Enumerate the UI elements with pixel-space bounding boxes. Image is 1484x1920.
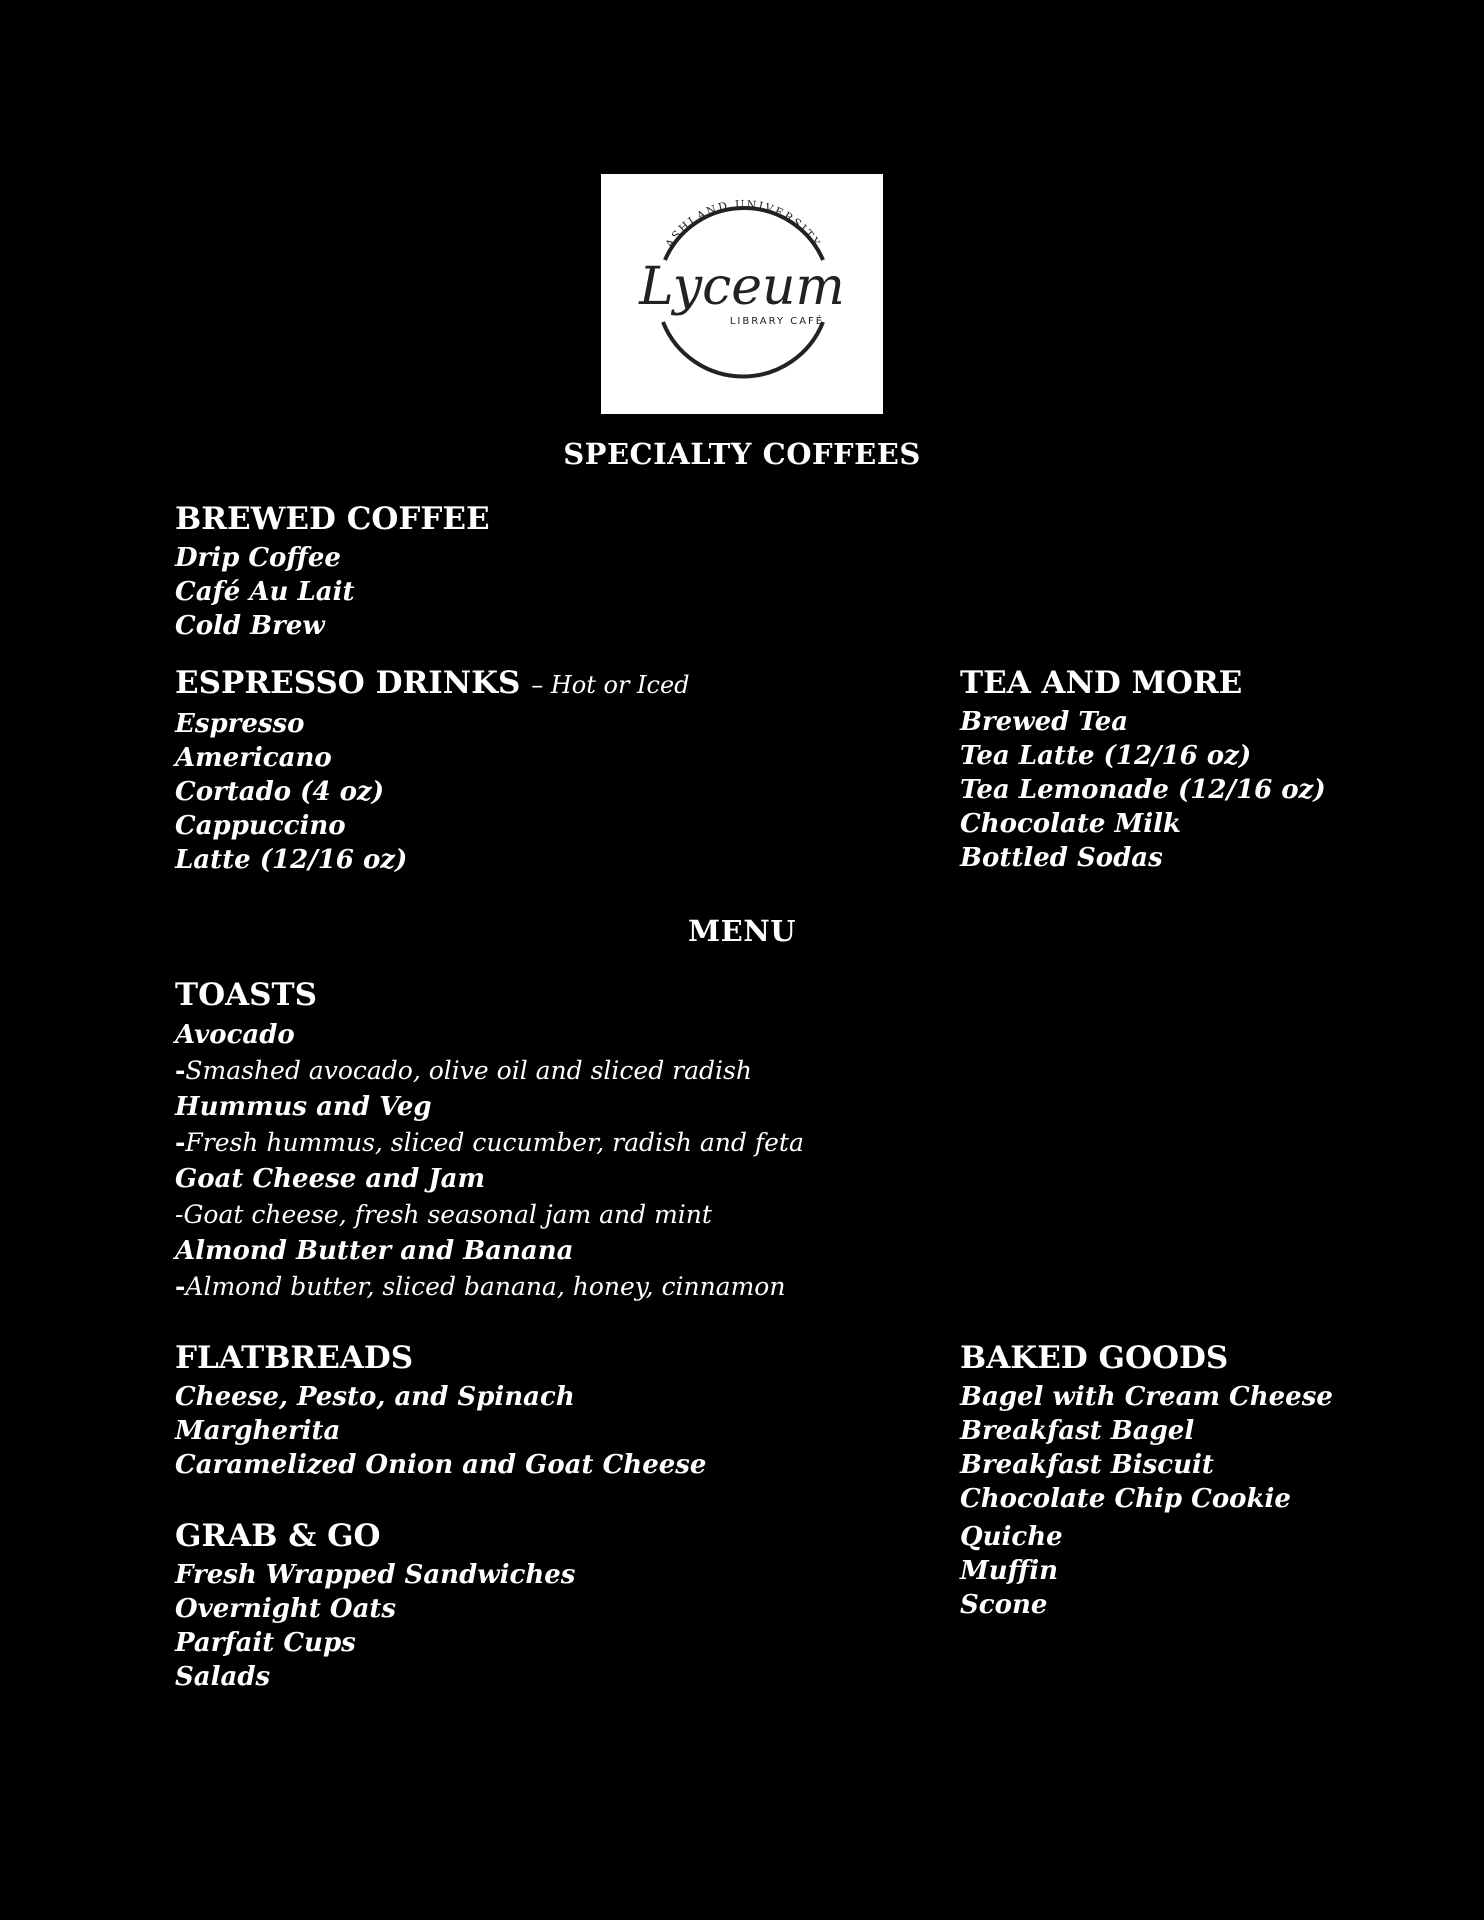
toast-dash: - <box>175 1056 186 1085</box>
espresso-drinks-section <box>175 663 690 877</box>
baked-goods-section <box>960 1338 1333 1622</box>
toast-dash: - <box>175 1200 184 1229</box>
brewed-item: Drip Coffee <box>175 543 341 573</box>
tea-and-more-section <box>960 663 1326 875</box>
toast-description-text: Almond butter, sliced banana, honey, cinnamon <box>185 1272 786 1301</box>
grab-and-go-title: GRAB & GO <box>175 1518 381 1554</box>
toast-description <box>175 1269 804 1305</box>
toast-name: Hummus and Veg <box>175 1092 432 1122</box>
flatbread-item: Caramelized Onion and Goat Cheese <box>175 1450 707 1480</box>
baked-item: Chocolate Chip Cookie <box>960 1484 1291 1514</box>
grab-and-go-section <box>175 1516 575 1694</box>
brewed-coffee-section <box>175 499 490 643</box>
baked-item: Scone <box>960 1590 1048 1620</box>
baked-item: Breakfast Bagel <box>960 1416 1195 1446</box>
grab-and-go-item: Parfait Cups <box>175 1628 356 1658</box>
toast-description-text: Fresh hummus, sliced cucumber, radish and feta <box>185 1128 804 1157</box>
baked-item: Breakfast Biscuit <box>960 1450 1214 1480</box>
flatbread-item: Margherita <box>175 1416 341 1446</box>
brewed-item: Cold Brew <box>175 611 325 641</box>
flatbread-item: Cheese, Pesto, and Spinach <box>175 1382 575 1412</box>
tea-item: Chocolate Milk <box>960 809 1181 839</box>
specialty-coffees-heading: SPECIALTY COFFEES <box>563 437 921 471</box>
toast-name: Avocado <box>175 1020 295 1050</box>
toast-description <box>175 1197 804 1233</box>
grab-and-go-item: Salads <box>175 1662 271 1692</box>
tea-item: Tea Latte (12/16 oz) <box>960 741 1252 771</box>
flatbreads-title: FLATBREADS <box>175 1340 414 1376</box>
baked-item: Muffin <box>960 1556 1058 1586</box>
espresso-item: Espresso <box>175 709 305 739</box>
tea-item: Brewed Tea <box>960 707 1129 737</box>
logo-arc-text: ASHLAND UNIVERSITY <box>662 197 824 251</box>
espresso-item: Cappuccino <box>175 811 346 841</box>
espresso-item: Latte (12/16 oz) <box>175 845 408 875</box>
tea-item: Bottled Sodas <box>960 843 1163 873</box>
menu-heading: MENU <box>687 914 796 948</box>
logo-bottom-arc <box>663 322 823 376</box>
svg-text:ASHLAND UNIVERSITY <box>662 198 823 251</box>
baked-item: Bagel with Cream Cheese <box>960 1382 1333 1412</box>
espresso-drinks-title-row <box>175 663 690 705</box>
toast-description-text: Smashed avocado, olive oil and sliced radish <box>185 1056 752 1085</box>
toast-dash: - <box>175 1272 186 1301</box>
baked-goods-title: BAKED GOODS <box>960 1340 1229 1376</box>
toast-name: Almond Butter and Banana <box>175 1236 574 1266</box>
toast-dash: - <box>175 1128 186 1157</box>
tea-and-more-title: TEA AND MORE <box>960 665 1243 701</box>
logo-subtitle: LIBRARY CAFÉ <box>729 316 825 327</box>
tea-item: Tea Lemonade (12/16 oz) <box>960 775 1326 805</box>
espresso-item: Americano <box>175 743 332 773</box>
brewed-item: Café Au Lait <box>175 577 355 607</box>
flatbreads-section <box>175 1338 706 1482</box>
logo-wordmark: Lyceum <box>639 257 845 317</box>
grab-and-go-item: Fresh Wrapped Sandwiches <box>175 1560 576 1590</box>
toast-name: Goat Cheese and Jam <box>175 1164 486 1194</box>
espresso-item: Cortado (4 oz) <box>175 777 385 807</box>
toast-description <box>175 1053 804 1089</box>
lyceum-logo-graphic <box>601 174 883 414</box>
toasts-title: TOASTS <box>175 977 317 1013</box>
baked-item: Quiche <box>960 1522 1063 1552</box>
espresso-drinks-note: – Hot or Iced <box>531 671 690 699</box>
toast-description <box>175 1125 804 1161</box>
espresso-drinks-title: ESPRESSO DRINKS <box>175 665 521 701</box>
lyceum-logo <box>601 174 883 414</box>
toast-description-text: Goat cheese, fresh seasonal jam and mint <box>183 1200 712 1229</box>
brewed-coffee-title: BREWED COFFEE <box>175 501 490 537</box>
grab-and-go-item: Overnight Oats <box>175 1594 397 1624</box>
toasts-section <box>175 975 804 1305</box>
